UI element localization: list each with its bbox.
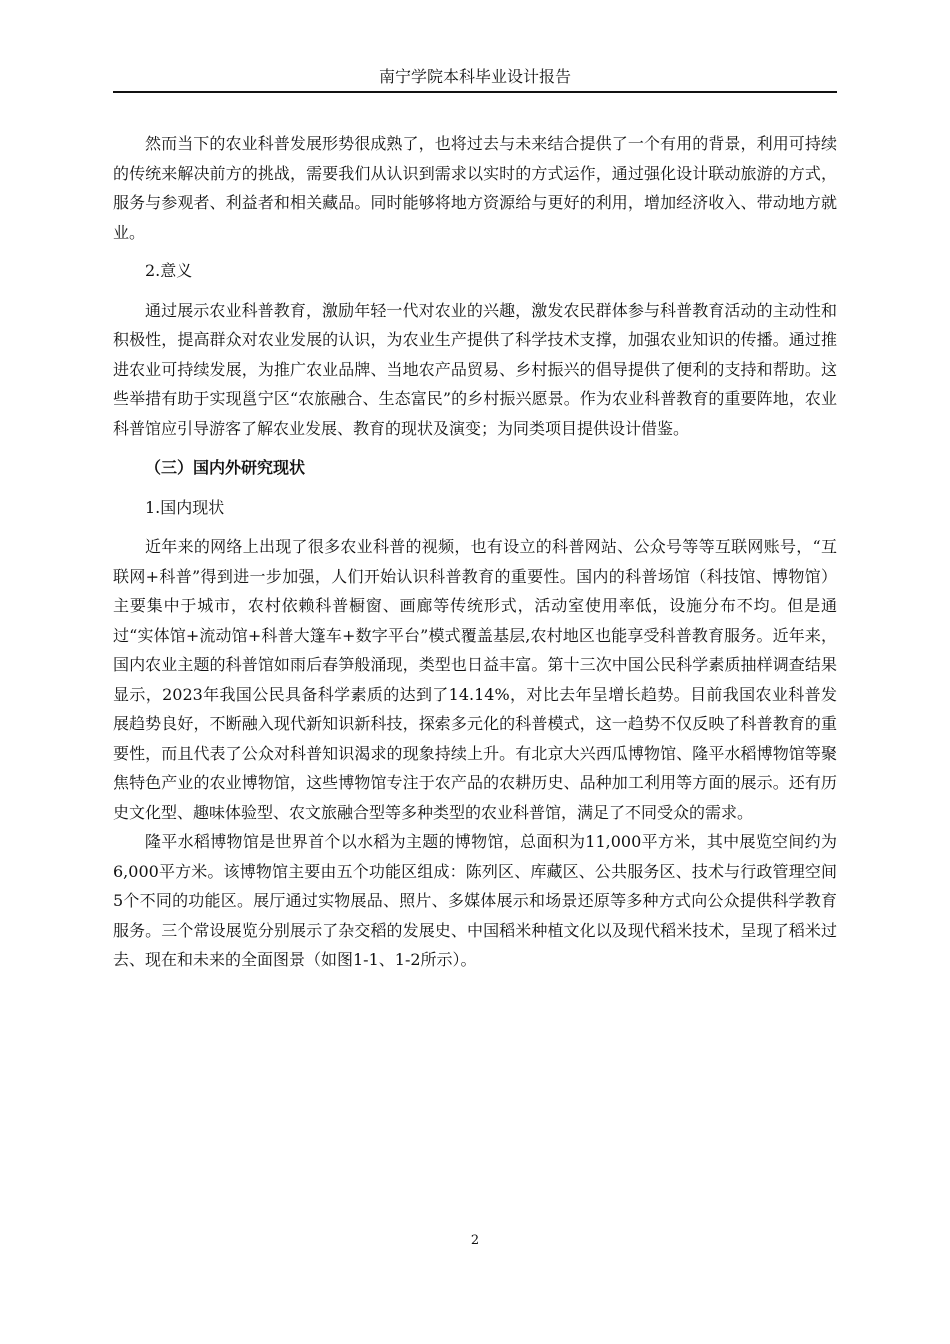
paragraph-intro: 然而当下的农业科普发展形势很成熟了，也将过去与未来结合提供了一个有用的背景，利用可持续的传统来解决前方的挑战，需要我们从认识到需求以实时的方式运作，通过强化设计联动旅游的方式，服务与参观者、利益者和相关藏品。同时能够将地方资源给与更好的利用，增加经济收入、带动地方就业。 [113, 134, 837, 242]
page-header [113, 66, 837, 93]
heading-significance: 2.意义 [145, 261, 193, 280]
section-heading-research-status: （三）国内外研究现状 [145, 458, 306, 477]
page-content [113, 129, 837, 975]
header-title: 南宁学院本科毕业设计报告 [378, 67, 571, 86]
page-number: 2 [470, 1233, 480, 1248]
heading-domestic-status: 1.国内现状 [145, 497, 225, 517]
paragraph-significance: 通过展示农业科普教育，激励年轻一代对农业的兴趣，激发农民群体参与科普教育活动的主动性和积极性，提高群众对农业发展的认识，为农业生产提供了科学技术支撑，加强农业知识的传播。通过推进农业可持续发展，为推广农业品牌、当地农产品贸易、乡村振兴的倡导提供了便利的支持和帮助。这些举措有助于实现邕宁区“农旅融合、生态富民”的乡村振兴愿景。作为农业科普教育的重要阵地，农业科普馆应引导游客了解农业发展、教育的现状及演变；为同类项目提供设计借鉴。 [113, 300, 837, 438]
paragraph-domestic-status: 近年来的网络上出现了很多农业科普的视频，也有设立的科普网站、公众号等等互联网账号，“互联网+科普”得到进一步加强，人们开始认识科普教育的重要性。国内的科普场馆（科技馆、博物馆）主要集中于城市，农村依赖科普橱窗、画廊等传统形式，活动室使用率低，设施分布不均。但是通过“实体馆+流动馆+科普大篷车+数字平台”模式覆盖基层,农村地区也能享受科普教育服务。近年来，国内农业主题的科普馆如雨后春笋般涌现，类型也日益丰富。第十三次中国公民科学素质抽样调查结果显示，2023年我国公民具备科学素质的达到了14.14%，对比去年呈增长趋势。目前我国农业科普发展趋势良好，不断融入现代新知识新科技，探索多元化的科普模式，这一趋势不仅反映了科普教育的重要性，而且代表了公众对科普知识渴求的现象持续上升。有北京大兴西瓜博物馆、隆平水稻博物馆等聚焦特色产业的农业博物馆，这些博物馆专注于农产品的农耕历史、品种加工利用等方面的展示。还有历史文化型、趣味体验型、农文旅融合型等多种类型的农业科普馆，满足了不同受众的需求。 [113, 537, 837, 822]
paragraph-longping-museum: 隆平水稻博物馆是世界首个以水稻为主题的博物馆，总面积为11,000平方米，其中展览空间约为6,000平方米。该博物馆主要由五个功能区组成：陈列区、库藏区、公共服务区、技术与行政管理空间5个不同的功能区。展厅通过实物展品、照片、多媒体展示和场景还原等多种方式向公众提供科学教育服务。三个常设展览分别展示了杂交稻的发展史、中国稻米种植文化以及现代稻米技术，呈现了稻米过去、现在和未来的全面图景（如图1-1、1-2所示）。 [113, 832, 837, 969]
